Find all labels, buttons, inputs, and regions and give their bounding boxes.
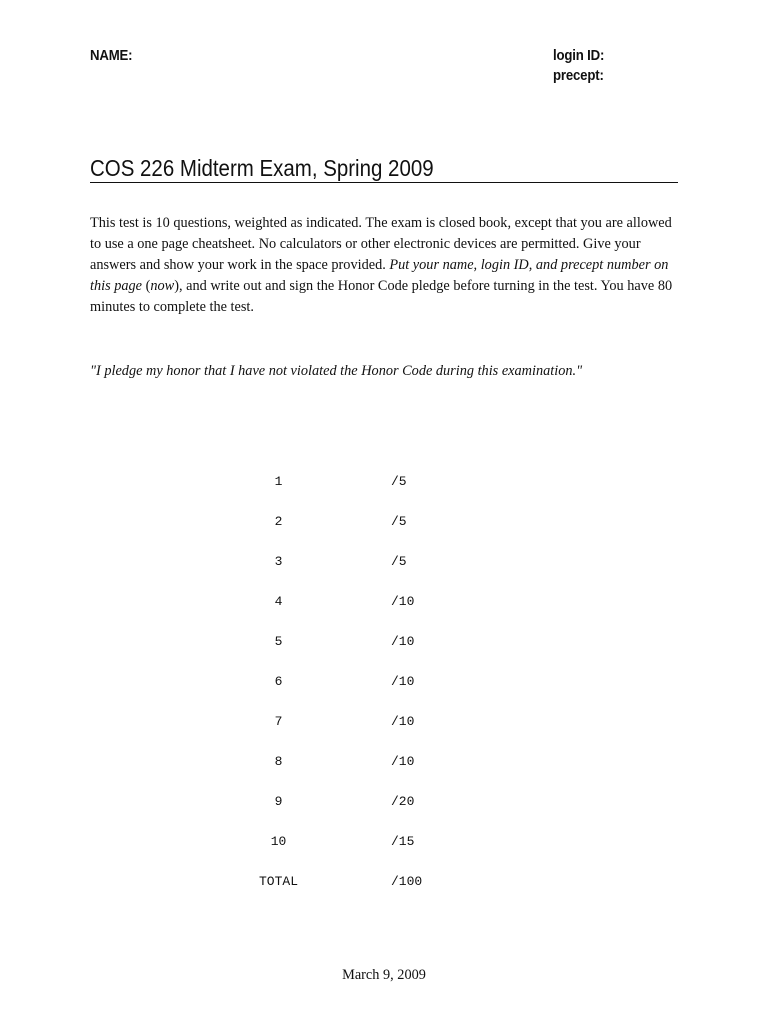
honor-code-pledge: "I pledge my honor that I have not violated the Honor Code during this examination." — [90, 363, 583, 379]
instructions-emphasis-1: Put your name, login ID, and precept number on this page — [90, 257, 669, 294]
name-label: NAME: — [90, 47, 133, 64]
score-table — [240, 472, 480, 912]
score-row — [240, 712, 480, 752]
instructions-text-3: ), and write out and sign the Honor Code pledge before turning in the test. You have 80 minutes to complete the test. — [90, 278, 673, 315]
score-row — [240, 592, 480, 632]
question-number: 9 — [274, 794, 283, 809]
question-number: 2 — [274, 514, 283, 529]
score-row — [240, 632, 480, 672]
question-number: 5 — [274, 634, 283, 649]
score-row — [240, 752, 480, 792]
score-row-total — [240, 872, 480, 912]
question-number: 1 — [274, 474, 283, 489]
precept-label: precept: — [553, 67, 604, 84]
login-id-label: login ID: — [553, 47, 605, 64]
question-points: /5 — [391, 474, 407, 489]
question-points: /5 — [391, 554, 407, 569]
page-title-text: COS 226 Midterm Exam, Spring 2009 — [90, 155, 434, 181]
score-row — [240, 832, 480, 872]
page-title — [90, 154, 678, 183]
instructions-text-2: ( — [142, 278, 151, 294]
question-number: 3 — [274, 554, 283, 569]
score-row — [240, 552, 480, 592]
question-points: /15 — [391, 834, 415, 849]
total-label: TOTAL — [258, 874, 298, 889]
question-points: /5 — [391, 514, 407, 529]
question-points: /10 — [391, 714, 415, 729]
instructions-text-1: This test is 10 questions, weighted as indicated. The exam is closed book, except that you are allowed to use a one page cheatsheet. No calculators or other electronic devices are permitted. Give your answers and show your work in the space provided. — [90, 215, 672, 273]
question-number: 4 — [274, 594, 283, 609]
score-row — [240, 512, 480, 552]
question-points: /10 — [391, 674, 415, 689]
question-points: /10 — [391, 634, 415, 649]
instructions-emphasis-2: now — [150, 278, 175, 294]
question-points: /10 — [391, 594, 415, 609]
score-row — [240, 672, 480, 712]
score-row — [240, 792, 480, 832]
question-points: /10 — [391, 754, 415, 769]
question-points: /20 — [391, 794, 415, 809]
question-number: 7 — [274, 714, 283, 729]
question-number: 6 — [274, 674, 283, 689]
score-row — [240, 472, 480, 512]
instructions-paragraph — [90, 213, 678, 318]
question-number: 8 — [274, 754, 283, 769]
total-points: /100 — [391, 874, 423, 889]
question-number: 10 — [270, 834, 287, 849]
footer-date: March 9, 2009 — [342, 967, 426, 983]
